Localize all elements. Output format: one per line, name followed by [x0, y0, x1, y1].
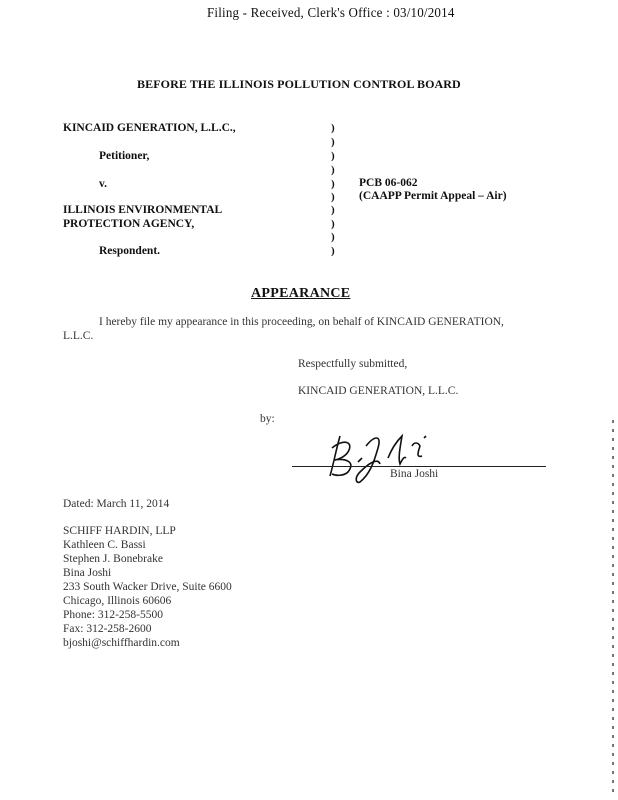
firm-fax: Fax: 312-258-2600	[63, 623, 152, 635]
attorney-name: Bina Joshi	[63, 567, 112, 579]
respondent-name-line1: ILLINOIS ENVIRONMENTAL	[63, 204, 223, 216]
caption-paren: )	[331, 136, 335, 148]
caption-paren: )	[331, 204, 335, 216]
firm-address-line2: Chicago, Illinois 60606	[63, 595, 172, 607]
attorney-name: Stephen J. Bonebrake	[63, 553, 163, 565]
caption-paren: )	[331, 191, 335, 203]
petitioner-name: KINCAID GENERATION, L.L.C.,	[63, 122, 236, 134]
caption-paren: )	[331, 122, 335, 134]
case-type: (CAAPP Permit Appeal – Air)	[359, 190, 507, 202]
firm-phone: Phone: 312-258-5500	[63, 609, 163, 621]
signature-line	[292, 466, 546, 467]
filing-stamp-header: Filing - Received, Clerk's Office : 03/10/2014	[207, 6, 455, 21]
dated-line: Dated: March 11, 2014	[63, 498, 170, 510]
petitioner-role: Petitioner,	[99, 150, 150, 162]
respondent-name-line2: PROTECTION AGENCY,	[63, 218, 195, 230]
closing-party-name: KINCAID GENERATION, L.L.C.	[298, 385, 459, 397]
caption-paren: )	[331, 231, 335, 243]
respondent-role: Respondent.	[99, 245, 161, 257]
case-number: PCB 06-062	[359, 177, 418, 189]
scan-edge-artifact	[612, 420, 614, 792]
board-title: BEFORE THE ILLINOIS POLLUTION CONTROL BOARD	[137, 77, 461, 91]
firm-name: SCHIFF HARDIN, LLP	[63, 525, 176, 537]
document-title: APPEARANCE	[251, 286, 351, 301]
signer-name: Bina Joshi	[390, 468, 439, 480]
caption-paren: )	[331, 245, 335, 257]
by-label: by:	[260, 413, 275, 425]
body-text-line2: L.L.C.	[63, 330, 94, 342]
caption-paren: )	[331, 164, 335, 176]
body-text-line1: I hereby file my appearance in this proceeding, on behalf of KINCAID GENERATION,	[99, 316, 504, 328]
versus: v.	[99, 178, 107, 190]
firm-email: bjoshi@schiffhardin.com	[63, 637, 180, 649]
attorney-name: Kathleen C. Bassi	[63, 539, 146, 551]
respectfully-submitted: Respectfully submitted,	[298, 358, 408, 370]
caption-paren: )	[331, 178, 335, 190]
caption-paren: )	[331, 150, 335, 162]
caption-paren: )	[331, 218, 335, 230]
firm-address-line1: 233 South Wacker Drive, Suite 6600	[63, 581, 232, 593]
